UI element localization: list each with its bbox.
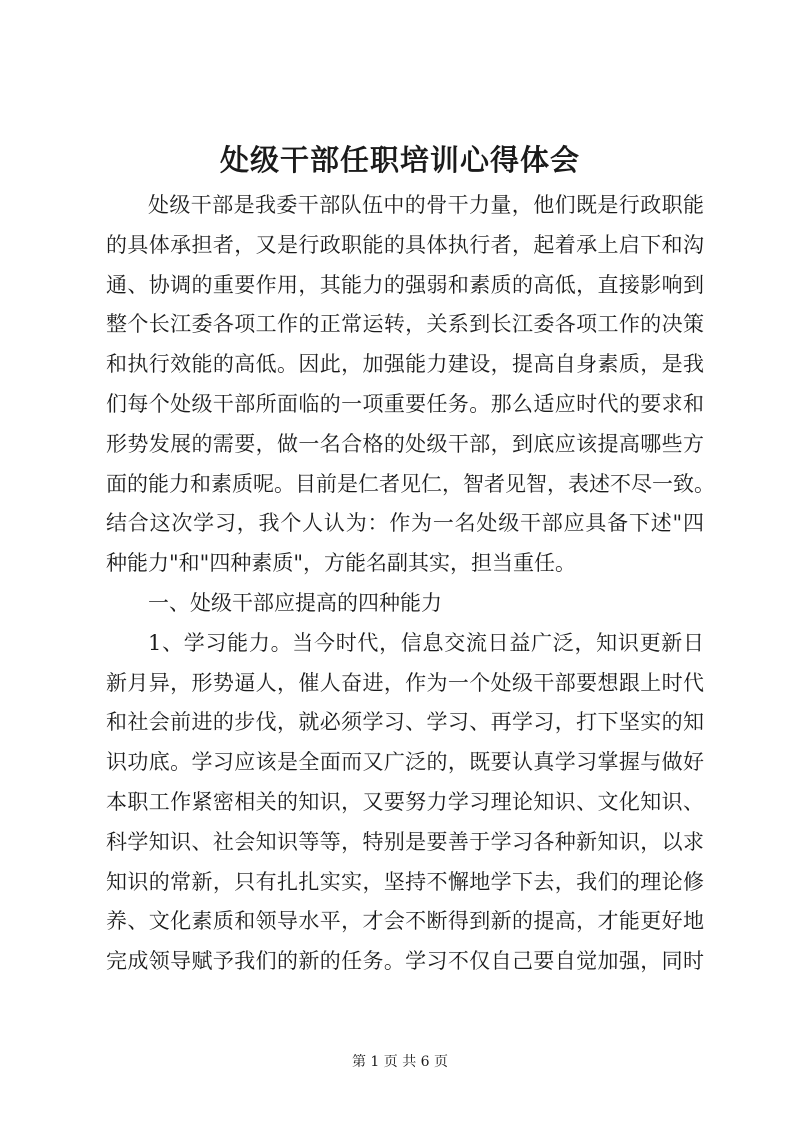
paragraph-line: 完成领导赋予我们的新的任务。学习不仅自己要自觉加强，同时	[106, 949, 704, 974]
paragraph-line: 处级干部是我委干部队伍中的骨干力量，他们既是行政职能	[148, 193, 704, 217]
document-body	[106, 186, 715, 982]
paragraph-line: 结合这次学习，我个人认为：作为一名处级干部应具备下述"四	[106, 511, 704, 536]
paragraph-line: 新月异，形势逼人，催人奋进，作为一个处级干部要想跟上时代	[106, 670, 704, 695]
paragraph-line: 面的能力和素质呢。目前是仁者见仁，智者见智，表述不尽一致。	[106, 471, 715, 496]
paragraph-line: 本职工作紧密相关的知识，又要努力学习理论知识、文化知识、	[106, 789, 704, 814]
paragraph-line: 整个长江委各项工作的正常运转，关系到长江委各项工作的决策	[106, 312, 704, 337]
paragraph-line: 形势发展的需要，做一名合格的处级干部，到底应该提高哪些方	[106, 431, 704, 456]
document-title: 处级干部任职培训心得体会	[219, 143, 580, 177]
paragraph-line: 种能力"和"四种素质"，方能名副其实，担当重任。	[106, 551, 576, 576]
paragraph-line: 科学知识、社会知识等等，特别是要善于学习各种新知识，以求	[106, 829, 704, 854]
paragraph-line: 知识的常新，只有扎扎实实，坚持不懈地学下去，我们的理论修	[106, 869, 704, 894]
paragraph-line: 1、学习能力。当今时代，信息交流日益广泛，知识更新日	[148, 630, 704, 655]
paragraph-line: 通、协调的重要作用，其能力的强弱和素质的高低，直接影响到	[106, 272, 704, 297]
paragraph-line: 识功底。学习应该是全面而又广泛的，既要认真学习掌握与做好	[106, 750, 704, 775]
paragraph-line: 和执行效能的高低。因此，加强能力建设，提高自身素质，是我	[106, 352, 704, 377]
paragraph-line: 养、文化素质和领导水平，才会不断得到新的提高，才能更好地	[106, 909, 704, 934]
section-heading: 一、处级干部应提高的四种能力	[148, 590, 442, 615]
page-footer: 第 1 页 共 6 页	[351, 1054, 449, 1070]
paragraph-line: 和社会前进的步伐，就必须学习、学习、再学习，打下坚实的知	[106, 710, 704, 735]
paragraph-line: 的具体承担者，又是行政职能的具体执行者，起着承上启下和沟	[106, 232, 704, 257]
paragraph-line: 们每个处级干部所面临的一项重要任务。那么适应时代的要求和	[106, 391, 704, 416]
